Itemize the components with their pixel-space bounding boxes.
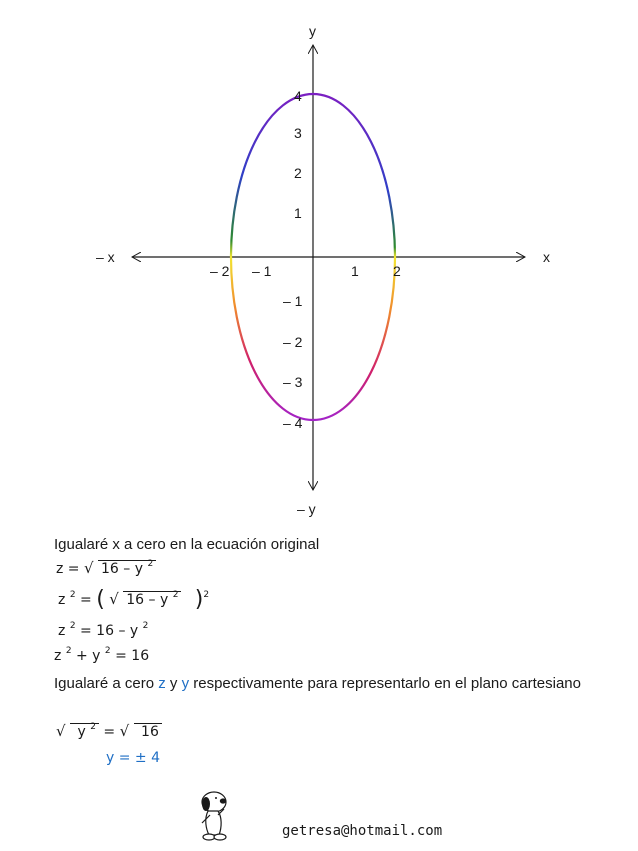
line6-z: z <box>158 675 166 692</box>
y-tick-4: 4 <box>294 88 302 104</box>
eq2-radicand: 16 – y <box>126 592 169 608</box>
eq4-end: = 16 <box>110 648 150 664</box>
intro-line: Igualaré x a cero en la ecuación original <box>54 536 320 553</box>
eq4-mid: + y <box>71 648 101 664</box>
eq2-rad-exp: 2 <box>172 590 179 600</box>
neg-x-axis-label: – x <box>96 249 115 265</box>
x-tick-neg1: – 1 <box>252 263 272 279</box>
y-tick-1: 1 <box>294 205 302 221</box>
y-tick-neg1: – 1 <box>283 293 303 309</box>
x-axis-label: x <box>543 249 550 265</box>
eq1-lhs: z = <box>56 561 84 577</box>
eq2-eq: = <box>75 592 97 608</box>
line6-c: respectivamente para representarlo en el plano cartesiano <box>189 675 581 692</box>
line6-b: y <box>165 675 182 692</box>
equation-2 <box>58 589 209 611</box>
eq4-sup2: 2 <box>104 646 111 656</box>
y-axis-label: y <box>309 23 316 39</box>
eq2-sup: 2 <box>69 590 76 600</box>
eq5-rad1-exp: 2 <box>90 722 96 732</box>
eq5-eq: = <box>98 724 120 740</box>
eq3-sup: 2 <box>69 621 76 631</box>
line6-y: y <box>181 675 190 692</box>
y-tick-2: 2 <box>294 165 302 181</box>
y-tick-neg4: – 4 <box>283 415 303 431</box>
line6-a: Igualaré a cero <box>54 675 159 692</box>
eq3-z: z <box>58 623 66 639</box>
eq1-radical: √ 16 – y $^2$ <box>84 560 156 580</box>
eq5-radical-left: √ y $^2$ <box>56 723 99 743</box>
x-tick-2: 2 <box>393 263 401 279</box>
eq5-rad2: 16 <box>141 724 159 740</box>
eq2-close-paren: ) <box>194 587 204 612</box>
eq1-exp: 2 <box>147 559 154 569</box>
instruction-paragraph <box>54 675 599 693</box>
x-tick-neg2: – 2 <box>210 263 230 279</box>
eq2-lhs: z <box>58 592 66 608</box>
eq4-sup1: 2 <box>65 646 72 656</box>
equation-1 <box>56 560 156 580</box>
x-tick-1: 1 <box>351 263 359 279</box>
eq5-radical-right: √ 16 <box>120 723 162 741</box>
y-tick-3: 3 <box>294 125 302 141</box>
eq3-rest: = 16 – y <box>75 623 139 639</box>
equation-4 <box>54 647 149 667</box>
snoopy-icon <box>192 789 236 843</box>
eq3-exp: 2 <box>142 621 149 631</box>
y-tick-neg2: – 2 <box>283 334 303 350</box>
equation-6-result: y = ± 4 <box>106 750 161 766</box>
equation-3 <box>58 622 148 642</box>
y-tick-neg3: – 3 <box>283 374 303 390</box>
eq1-radicand: 16 – y <box>100 561 143 577</box>
author-email: getresa@hotmail.com <box>282 823 443 839</box>
eq2-out-exp: 2 <box>203 590 210 600</box>
eq2-open-paren: ( <box>96 587 105 612</box>
equation-5 <box>56 723 162 743</box>
eq4-z: z <box>54 648 62 664</box>
eq5-rad1: y <box>77 724 86 740</box>
eq2-radical: √ 16 – y $^2$ <box>109 591 181 611</box>
neg-y-axis-label: – y <box>297 501 316 517</box>
